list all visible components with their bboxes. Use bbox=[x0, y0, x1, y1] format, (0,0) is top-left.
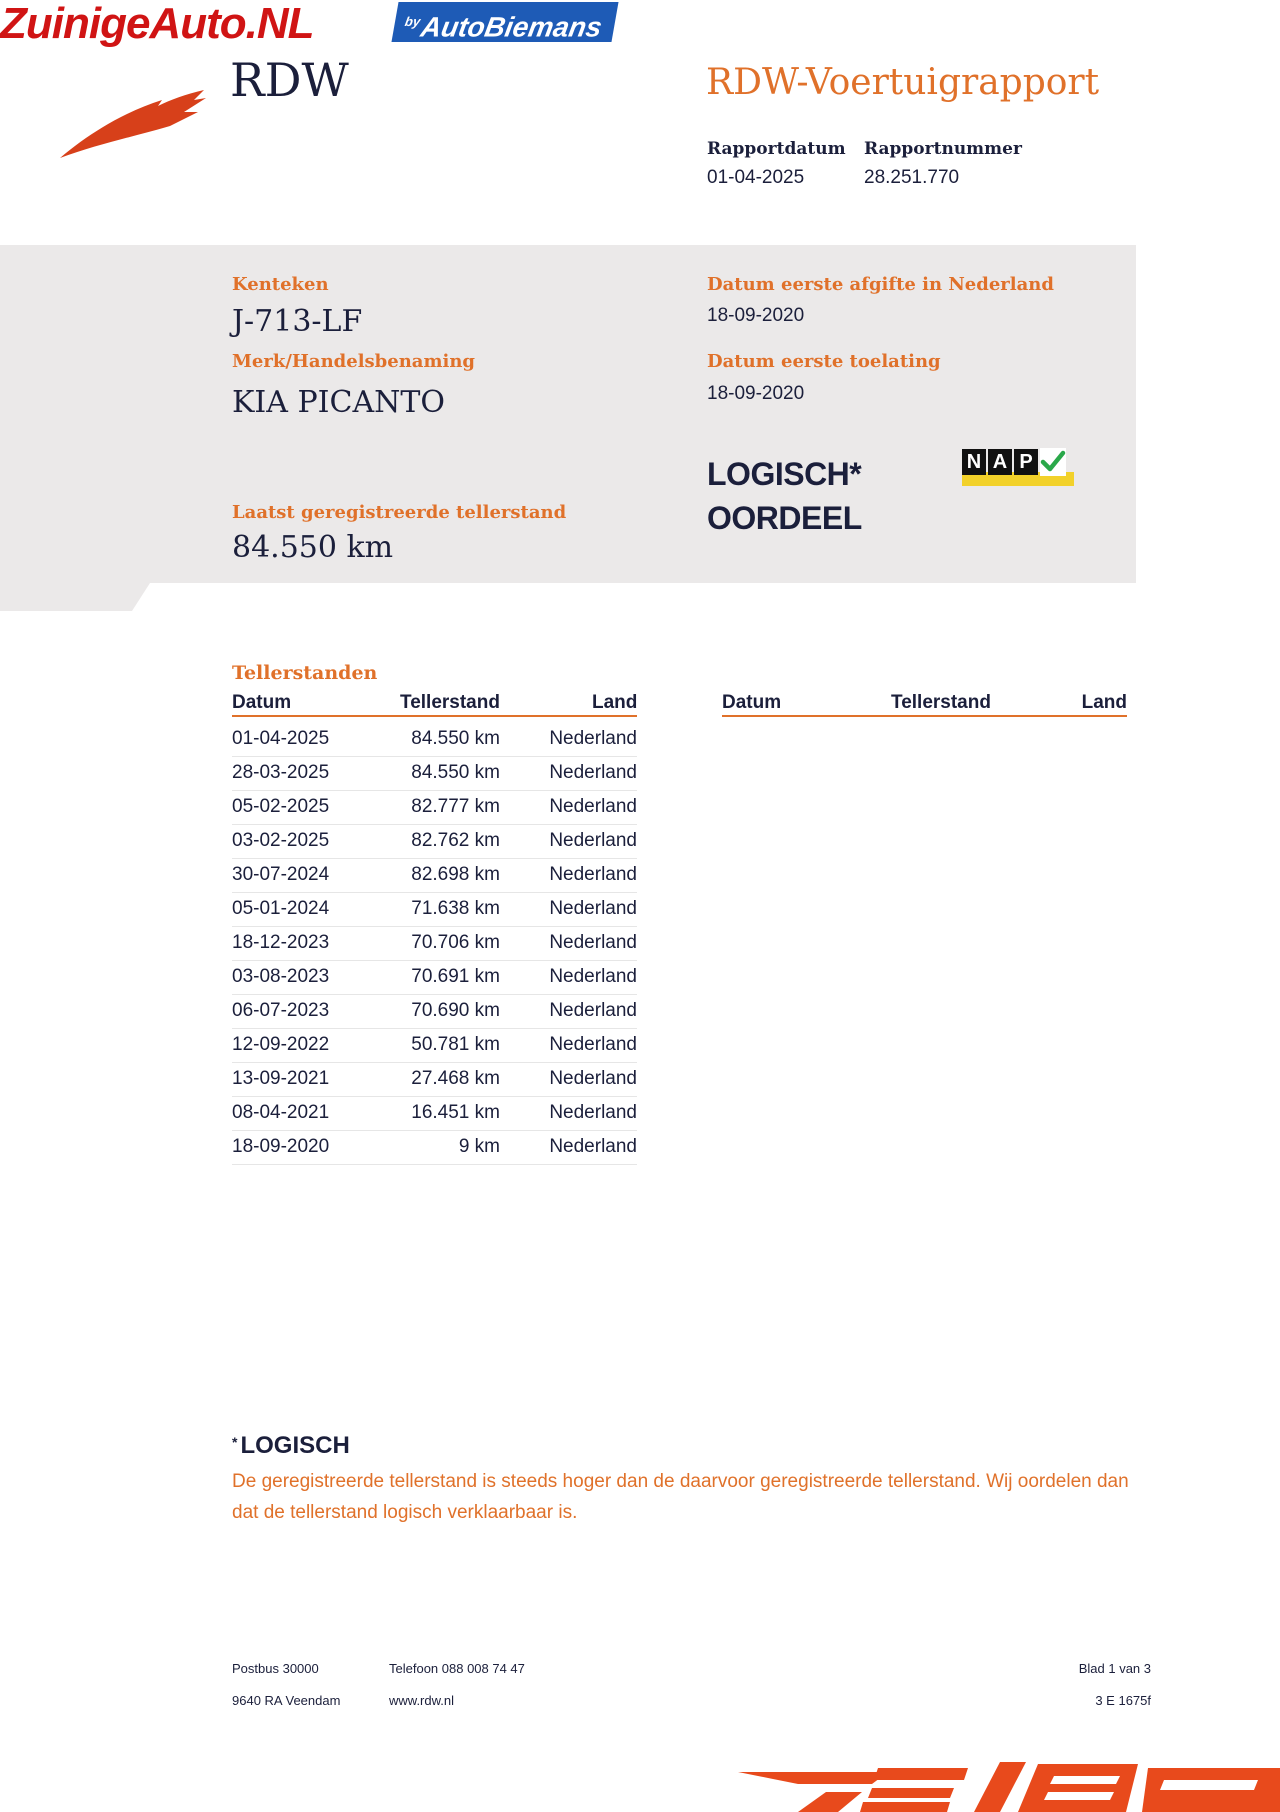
reading-date: 18-12-2023 bbox=[232, 932, 330, 953]
col-date-header: Datum bbox=[232, 692, 292, 713]
nap-letter-a: A bbox=[988, 449, 1012, 475]
reading-odometer: 50.781 km bbox=[411, 1034, 500, 1055]
reading-odometer: 16.451 km bbox=[411, 1102, 500, 1123]
note-text: De geregistreerde tellerstand is steeds hoger dan de daarvoor geregistreerde tellerstand. Wij oordelen dan dat de tellerstand logisch verklaarbaar is. bbox=[232, 1471, 1129, 1523]
watermark-by-name: AutoBiemans bbox=[418, 11, 605, 43]
col-country-header: Land bbox=[592, 692, 638, 713]
note-title bbox=[232, 1432, 350, 1460]
rdw-wordmark: RDW bbox=[230, 53, 349, 107]
watermark-by-badge bbox=[391, 2, 618, 42]
plate-value: J-713-LF bbox=[232, 304, 363, 339]
report-date-label: Rapportdatum bbox=[707, 139, 846, 159]
reading-date: 03-02-2025 bbox=[232, 830, 330, 851]
col-odometer-header-right: Tellerstand bbox=[891, 692, 991, 713]
report-number: 28.251.770 bbox=[864, 167, 960, 188]
verdict-line2: OORDEEL bbox=[707, 500, 862, 536]
reading-date: 30-07-2024 bbox=[232, 864, 330, 885]
reading-odometer: 70.706 km bbox=[411, 932, 500, 953]
reading-date: 08-04-2021 bbox=[232, 1102, 330, 1123]
plate-label: Kenteken bbox=[232, 274, 329, 295]
footer-page: Blad 1 van 3 bbox=[1078, 1661, 1151, 1676]
reading-country: Nederland bbox=[549, 830, 637, 851]
table-row bbox=[232, 1130, 637, 1165]
reading-country: Nederland bbox=[549, 1034, 637, 1055]
reading-date: 05-01-2024 bbox=[232, 898, 330, 919]
table-row bbox=[232, 790, 637, 825]
footer-phone: Telefoon 088 008 74 47 bbox=[389, 1661, 525, 1676]
reading-odometer: 71.638 km bbox=[411, 898, 500, 919]
reading-date: 13-09-2021 bbox=[232, 1068, 330, 1089]
reading-date: 03-08-2023 bbox=[232, 966, 330, 987]
reading-country: Nederland bbox=[549, 1136, 637, 1157]
reading-odometer: 84.550 km bbox=[411, 728, 500, 749]
col-country-header-right: Land bbox=[1081, 692, 1127, 713]
first-admission-value: 18-09-2020 bbox=[707, 383, 805, 404]
reading-odometer: 82.777 km bbox=[411, 796, 500, 817]
reading-country: Nederland bbox=[549, 728, 637, 749]
reading-date: 01-04-2025 bbox=[232, 728, 330, 749]
reading-country: Nederland bbox=[549, 1068, 637, 1089]
report-title: RDW-Voertuigrapport bbox=[706, 62, 1100, 103]
make-label: Merk/Handelsbenaming bbox=[232, 351, 476, 372]
reading-country: Nederland bbox=[549, 1000, 637, 1021]
table-header-rule bbox=[232, 715, 637, 717]
reading-date: 12-09-2022 bbox=[232, 1034, 330, 1055]
table-row bbox=[232, 858, 637, 893]
reading-date: 05-02-2025 bbox=[232, 796, 330, 817]
verdict bbox=[707, 452, 862, 540]
footer-city: 9640 RA Veendam bbox=[232, 1693, 341, 1708]
reading-country: Nederland bbox=[549, 762, 637, 783]
reading-odometer: 9 km bbox=[458, 1136, 500, 1157]
table-row bbox=[232, 1028, 637, 1063]
nap-letter-p: P bbox=[1014, 449, 1038, 475]
reading-odometer: 70.691 km bbox=[411, 966, 500, 987]
table-row bbox=[232, 824, 637, 859]
make-value: KIA PICANTO bbox=[232, 385, 445, 420]
watermark-brand: ZuinigeAuto.NL bbox=[0, 0, 314, 48]
vehicle-panel-notch bbox=[0, 583, 150, 611]
watermark-by-prefix: by bbox=[403, 14, 422, 29]
col-odometer-header: Tellerstand bbox=[400, 692, 500, 713]
reading-odometer: 82.698 km bbox=[411, 864, 500, 885]
reading-odometer: 70.690 km bbox=[411, 1000, 500, 1021]
first-issue-value: 18-09-2020 bbox=[707, 305, 805, 326]
table-row bbox=[232, 1096, 637, 1131]
first-issue-label: Datum eerste afgifte in Nederland bbox=[707, 274, 1054, 295]
rdw-logo-icon bbox=[58, 82, 210, 160]
check-icon bbox=[1040, 448, 1066, 476]
vehicle-panel bbox=[0, 245, 1136, 583]
reading-odometer: 84.550 km bbox=[411, 762, 500, 783]
report-date: 01-04-2025 bbox=[707, 167, 805, 188]
table-header-rule-right bbox=[722, 715, 1127, 717]
table-row bbox=[232, 960, 637, 995]
first-admission-label: Datum eerste toelating bbox=[707, 351, 941, 372]
table-row bbox=[232, 722, 637, 757]
reading-odometer: 82.762 km bbox=[411, 830, 500, 851]
reading-country: Nederland bbox=[549, 966, 637, 987]
nap-badge bbox=[962, 446, 1074, 490]
readings-title: Tellerstanden bbox=[232, 662, 378, 684]
reading-date: 06-07-2023 bbox=[232, 1000, 330, 1021]
table-row bbox=[232, 1062, 637, 1097]
reading-country: Nederland bbox=[549, 932, 637, 953]
reading-country: Nederland bbox=[549, 1102, 637, 1123]
reading-country: Nederland bbox=[549, 898, 637, 919]
table-row bbox=[232, 892, 637, 927]
col-date-header-right: Datum bbox=[722, 692, 782, 713]
note-title-text: LOGISCH bbox=[240, 1432, 350, 1459]
reading-date: 18-09-2020 bbox=[232, 1136, 330, 1157]
nap-letter-n: N bbox=[962, 449, 986, 475]
reading-odometer: 27.468 km bbox=[411, 1068, 500, 1089]
verdict-line1: LOGISCH* bbox=[707, 456, 862, 492]
footer-postbus: Postbus 30000 bbox=[232, 1661, 319, 1676]
footer-code: 3 E 1675f bbox=[1095, 1693, 1151, 1708]
footer-web: www.rdw.nl bbox=[389, 1693, 455, 1708]
reading-country: Nederland bbox=[549, 864, 637, 885]
table-row bbox=[232, 994, 637, 1029]
table-row bbox=[232, 756, 637, 791]
report-number-label: Rapportnummer bbox=[864, 139, 1022, 159]
note-star: * bbox=[232, 1434, 238, 1450]
footer-stripes-icon bbox=[738, 1758, 1280, 1812]
last-odometer-value: 84.550 km bbox=[232, 530, 394, 565]
last-odometer-label: Laatst geregistreerde tellerstand bbox=[232, 502, 567, 523]
reading-date: 28-03-2025 bbox=[232, 762, 330, 783]
table-row bbox=[232, 926, 637, 961]
reading-country: Nederland bbox=[549, 796, 637, 817]
